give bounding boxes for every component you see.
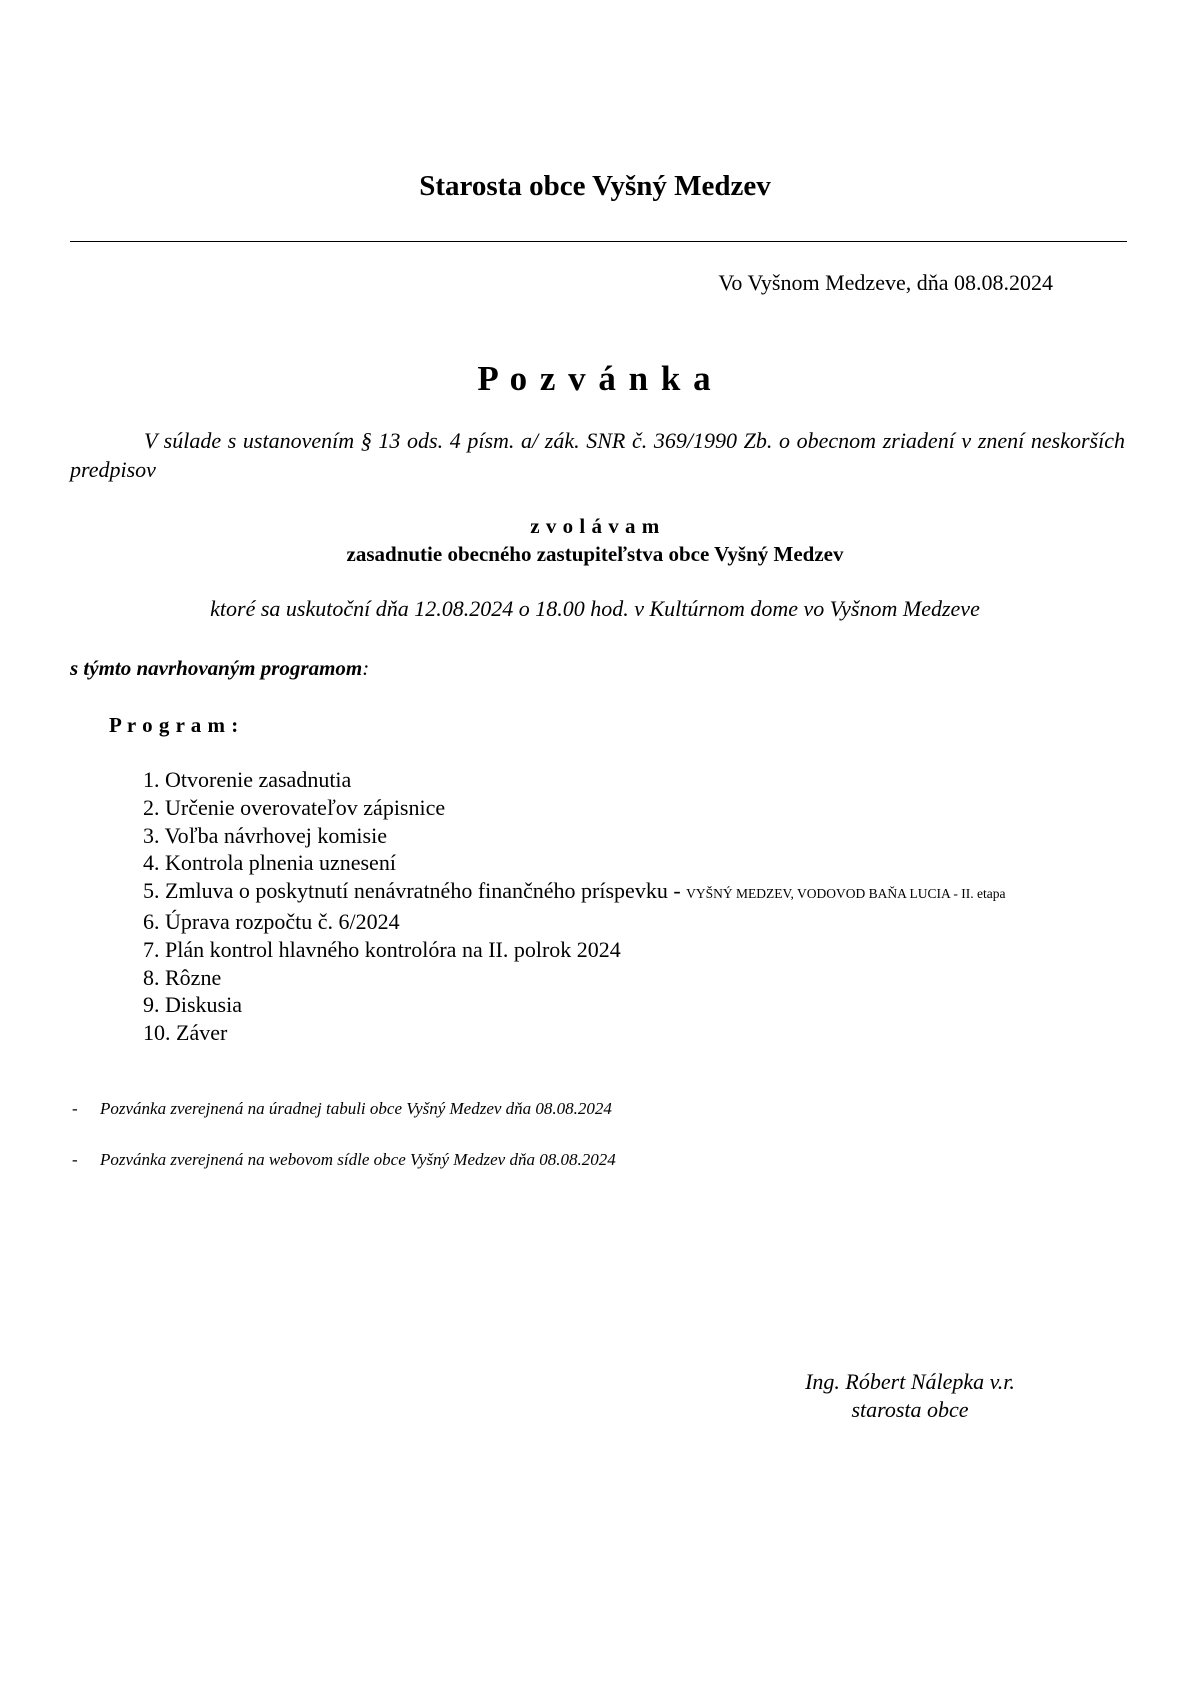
note-text: Pozvánka zverejnená na úradnej tabuli obce Vyšný Medzev dňa 08.08.2024	[100, 1099, 612, 1118]
legal-basis: V súlade s ustanovením § 13 ods. 4 písm. a/ zák. SNR č. 369/1990 Zb. o obecnom zriadení v znení neskorších predpisov	[70, 428, 1125, 482]
convene-subject: zasadnutie obecného zastupiteľstva obce Vyšný Medzev	[346, 542, 844, 566]
program-item: 4. Kontrola plnenia uznesení	[143, 850, 396, 876]
program-item: 5. Zmluva o poskytnutí nenávratného finančného príspevku - VYŠNÝ MEDZEV, VODOVOD BAŇA LUCIA - II. etapa	[143, 878, 1006, 904]
program-intro	[70, 656, 369, 681]
header-divider	[70, 241, 1127, 242]
program-item: 9. Diskusia	[143, 992, 242, 1018]
convene-word: z v o l á v a m	[530, 514, 660, 538]
program-list	[143, 766, 1006, 1047]
program-item: 6. Úprava rozpočtu č. 6/2024	[143, 908, 400, 934]
publication-note-web	[72, 1150, 616, 1170]
publication-note-board	[72, 1099, 612, 1119]
header-title: Starosta obce Vyšný Medzev	[419, 170, 771, 202]
program-item: 10. Záver	[143, 1020, 228, 1046]
meeting-info: ktoré sa uskutoční dňa 12.08.2024 o 18.00 hod. v Kultúrnom dome vo Vyšnom Medzeve	[210, 596, 980, 621]
program-heading: P r o g r a m :	[109, 713, 239, 737]
signature-name: Ing. Róbert Nálepka v.r.	[805, 1369, 1015, 1394]
place-date: Vo Vyšnom Medzeve, dňa 08.08.2024	[718, 270, 1053, 295]
document-title: P o z v á n k a	[477, 359, 713, 398]
program-item: 8. Rôzne	[143, 964, 222, 990]
note-dash: -	[72, 1150, 78, 1169]
program-item-detail: VYŠNÝ MEDZEV, VODOVOD BAŇA LUCIA - II. etapa	[686, 886, 1006, 902]
program-item: 2. Určenie overovateľov zápisnice	[143, 794, 446, 820]
program-item: 7. Plán kontrol hlavného kontrolóra na II. polrok 2024	[143, 936, 621, 962]
program-intro-text: s týmto navrhovaným programom	[70, 656, 363, 680]
program-item: 1. Otvorenie zasadnutia	[143, 767, 352, 792]
program-intro-colon: :	[362, 656, 370, 680]
note-text: Pozvánka zverejnená na webovom sídle obce Vyšný Medzev dňa 08.08.2024	[100, 1150, 616, 1169]
note-dash: -	[72, 1099, 78, 1118]
signature-role: starosta obce	[851, 1397, 969, 1422]
program-item: 3. Voľba návrhovej komisie	[143, 822, 387, 848]
